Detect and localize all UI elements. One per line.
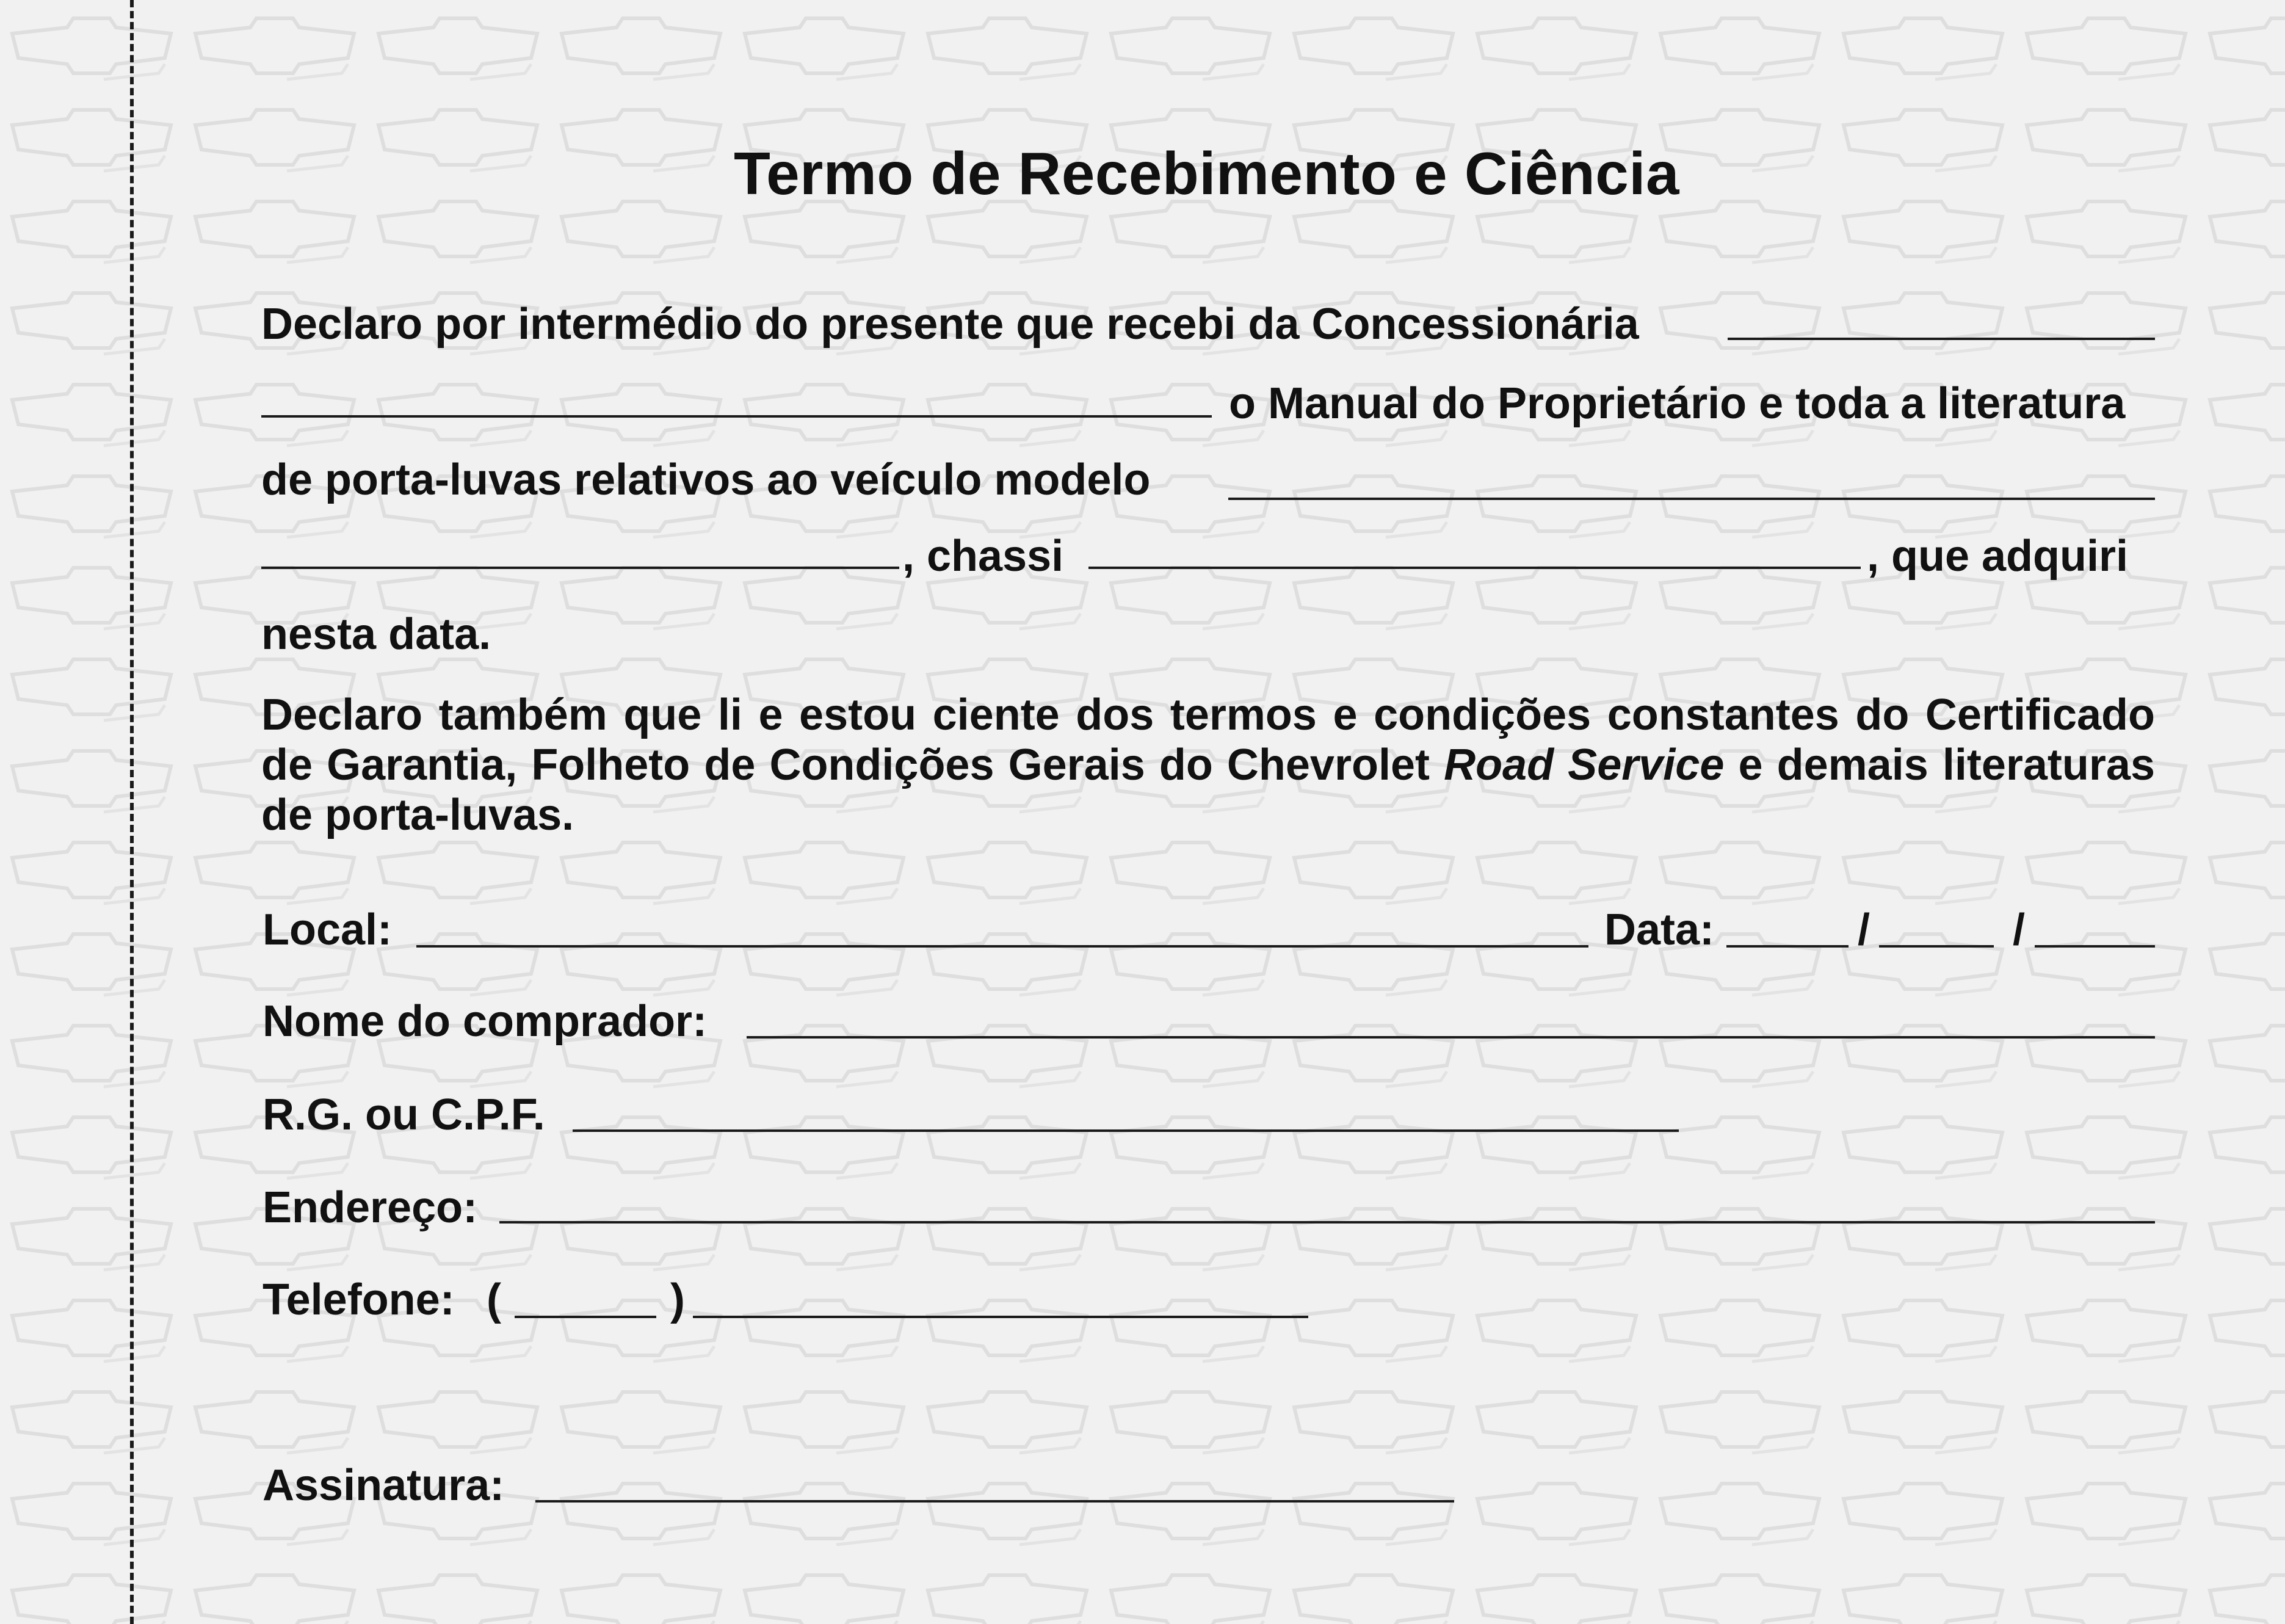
telefone-field[interactable] bbox=[693, 1316, 1308, 1318]
modelo-field-continued[interactable] bbox=[261, 567, 899, 569]
rg-cpf-field[interactable] bbox=[573, 1129, 1679, 1132]
data-label: Data: bbox=[1604, 905, 1715, 954]
declaration-line-3: de porta-luvas relativos ao veículo modelo bbox=[261, 455, 1151, 504]
chassi-label: , chassi bbox=[902, 532, 1064, 581]
local-label: Local: bbox=[263, 905, 393, 954]
date-slash-1: / bbox=[1858, 905, 1870, 954]
endereco-field[interactable] bbox=[499, 1221, 2155, 1223]
declaration-line-2: o Manual do Proprietário e toda a literatura bbox=[1229, 379, 2126, 428]
nome-field[interactable] bbox=[747, 1036, 2155, 1039]
paren-open: ( bbox=[487, 1275, 501, 1324]
date-year-field[interactable] bbox=[2035, 945, 2155, 948]
que-adquiri-text: , que adquiri bbox=[1867, 532, 2129, 581]
terms-text-a: Declaro também que li e estou ciente dos termos e condições constantes do Certificado de Garantia, Folheto de Condições Gerais do Chevrolet bbox=[261, 691, 2155, 789]
endereco-label: Endereço: bbox=[263, 1183, 478, 1232]
terms-text-b: e demais literaturas de porta-luvas. bbox=[261, 741, 2155, 839]
declaration-line-5: nesta data. bbox=[261, 610, 491, 659]
concessionaria-field[interactable] bbox=[1728, 338, 2155, 340]
assinatura-field[interactable] bbox=[535, 1500, 1454, 1503]
telefone-label: Telefone: bbox=[263, 1275, 455, 1324]
chassi-field[interactable] bbox=[1088, 567, 1861, 569]
local-field[interactable] bbox=[416, 945, 1588, 948]
date-day-field[interactable] bbox=[1726, 945, 1849, 948]
assinatura-label: Assinatura: bbox=[263, 1461, 505, 1510]
dashed-cut-line bbox=[130, 0, 134, 1624]
area-code-field[interactable] bbox=[515, 1316, 656, 1318]
declaration-line-1: Declaro por intermédio do presente que recebi da Concessionária bbox=[261, 300, 1639, 349]
date-month-field[interactable] bbox=[1879, 945, 1994, 948]
date-slash-2: / bbox=[2013, 905, 2026, 954]
paren-close: ) bbox=[670, 1275, 685, 1324]
road-service-text: Road Service bbox=[1444, 741, 1725, 789]
page-title: Termo de Recebimento e Ciência bbox=[734, 140, 1679, 207]
modelo-field[interactable] bbox=[1228, 498, 2155, 500]
rg-label: R.G. ou C.P.F. bbox=[263, 1090, 545, 1139]
terms-paragraph bbox=[261, 690, 2155, 840]
concessionaria-field-continued[interactable] bbox=[261, 415, 1212, 418]
nome-label: Nome do comprador: bbox=[263, 997, 708, 1046]
